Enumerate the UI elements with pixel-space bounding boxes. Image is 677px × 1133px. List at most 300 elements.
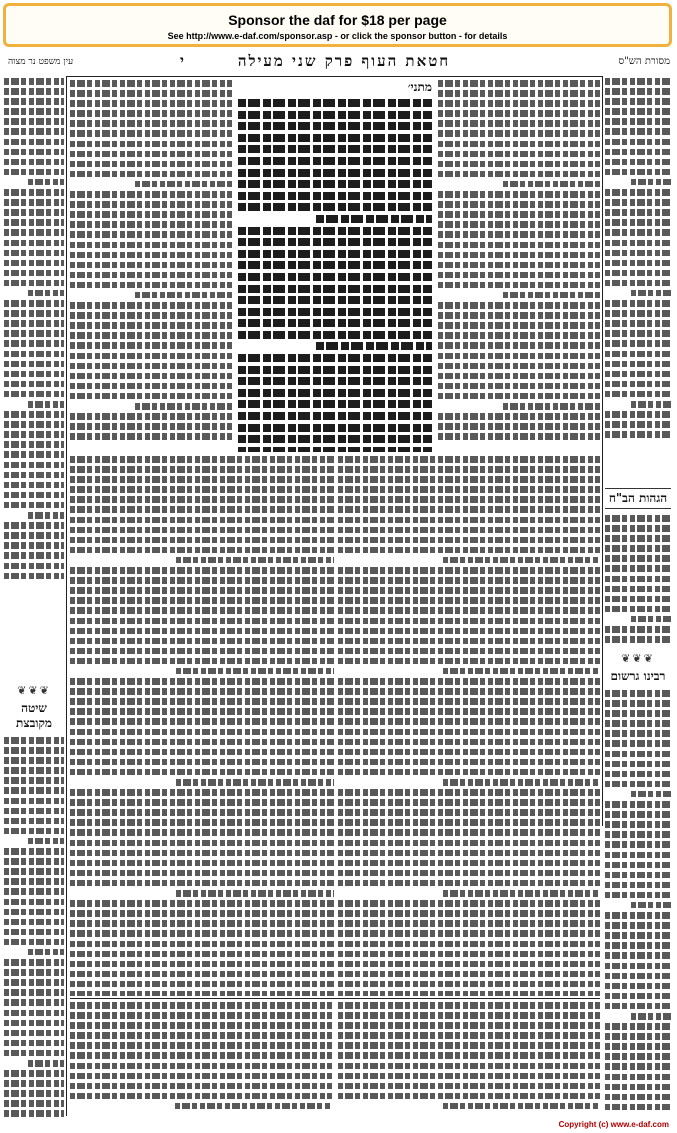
text-line bbox=[70, 302, 232, 309]
tosafot-column-top bbox=[70, 80, 232, 452]
text-line bbox=[4, 361, 64, 368]
text-line bbox=[28, 838, 64, 845]
text-line bbox=[438, 130, 600, 137]
text-line bbox=[443, 557, 600, 564]
text-line bbox=[4, 899, 64, 906]
text-line bbox=[605, 952, 671, 959]
text-line bbox=[4, 1050, 64, 1057]
mishnah-label: מתני׳ bbox=[407, 80, 432, 94]
text-line bbox=[70, 739, 334, 746]
text-line bbox=[605, 781, 671, 788]
text-line bbox=[605, 270, 671, 277]
text-line bbox=[238, 134, 432, 142]
text-line bbox=[338, 809, 600, 816]
text-line bbox=[238, 285, 432, 293]
text-line bbox=[438, 322, 600, 329]
text-line bbox=[70, 1093, 332, 1100]
text-line bbox=[503, 403, 600, 410]
text-line bbox=[4, 552, 64, 559]
text-line bbox=[605, 391, 671, 398]
text-line bbox=[605, 710, 671, 717]
text-line bbox=[4, 767, 64, 774]
text-line bbox=[4, 878, 64, 885]
text-line bbox=[4, 1010, 64, 1017]
text-line bbox=[338, 678, 600, 685]
text-line bbox=[70, 991, 334, 996]
text-line bbox=[28, 401, 64, 408]
text-line bbox=[70, 920, 334, 927]
text-line bbox=[4, 340, 64, 347]
text-line bbox=[605, 118, 671, 125]
text-line bbox=[70, 506, 334, 513]
text-line bbox=[70, 809, 334, 816]
text-line bbox=[70, 769, 334, 776]
text-line bbox=[70, 90, 232, 97]
text-line bbox=[631, 1013, 671, 1020]
text-line bbox=[238, 250, 432, 258]
text-line bbox=[338, 537, 600, 544]
text-line bbox=[338, 597, 600, 604]
text-line bbox=[238, 319, 432, 327]
text-line bbox=[605, 1033, 671, 1040]
text-line bbox=[338, 476, 600, 483]
text-line bbox=[438, 383, 600, 390]
rashi-column-top bbox=[438, 80, 600, 452]
text-line bbox=[70, 537, 334, 544]
text-line bbox=[438, 393, 600, 400]
text-line bbox=[4, 888, 64, 895]
text-line bbox=[438, 252, 600, 259]
text-line bbox=[338, 587, 600, 594]
text-line bbox=[438, 191, 600, 198]
text-line bbox=[176, 668, 334, 675]
sponsor-title: Sponsor the daf for $18 per page bbox=[228, 12, 447, 28]
text-line bbox=[438, 302, 600, 309]
text-line bbox=[338, 1032, 600, 1039]
text-line bbox=[4, 260, 64, 267]
text-line bbox=[4, 542, 64, 549]
text-line bbox=[605, 310, 671, 317]
text-line bbox=[605, 801, 671, 808]
text-line bbox=[438, 80, 600, 87]
text-line bbox=[338, 951, 600, 958]
text-line bbox=[631, 401, 671, 408]
text-line bbox=[4, 522, 64, 529]
text-line bbox=[605, 761, 671, 768]
text-line bbox=[4, 128, 64, 135]
text-line bbox=[70, 161, 232, 168]
text-line bbox=[338, 900, 600, 907]
text-line bbox=[438, 110, 600, 117]
text-line bbox=[238, 389, 432, 397]
text-line bbox=[631, 290, 671, 297]
bottom-rule bbox=[70, 998, 600, 999]
text-line bbox=[338, 759, 600, 766]
text-line bbox=[238, 145, 432, 153]
text-line bbox=[605, 515, 671, 522]
text-line bbox=[605, 606, 671, 613]
gemara-block bbox=[238, 80, 432, 452]
text-line bbox=[605, 740, 671, 747]
text-line bbox=[238, 412, 432, 420]
text-line bbox=[176, 779, 334, 786]
text-line bbox=[70, 597, 334, 604]
text-line bbox=[605, 381, 671, 388]
text-line bbox=[238, 180, 432, 188]
text-line bbox=[605, 1104, 671, 1111]
text-line bbox=[4, 462, 64, 469]
text-line bbox=[4, 88, 64, 95]
text-line bbox=[70, 1032, 332, 1039]
text-line bbox=[605, 280, 671, 287]
text-line bbox=[4, 1110, 64, 1117]
text-line bbox=[338, 718, 600, 725]
text-line bbox=[70, 242, 232, 249]
text-line bbox=[605, 596, 671, 603]
text-line bbox=[4, 818, 64, 825]
text-line bbox=[605, 320, 671, 327]
text-line bbox=[338, 870, 600, 877]
text-line bbox=[70, 383, 232, 390]
text-line bbox=[4, 421, 64, 428]
text-line bbox=[605, 882, 671, 889]
text-line bbox=[70, 353, 232, 360]
text-line bbox=[70, 130, 232, 137]
text-line bbox=[238, 296, 432, 304]
text-line bbox=[4, 989, 64, 996]
text-line bbox=[605, 219, 671, 226]
text-line bbox=[70, 819, 334, 826]
text-line bbox=[70, 749, 334, 756]
text-line bbox=[605, 361, 671, 368]
text-line bbox=[605, 912, 671, 919]
text-line bbox=[338, 840, 600, 847]
text-line bbox=[4, 1040, 64, 1047]
ornament: ❦❦❦ bbox=[17, 684, 51, 697]
top-rule bbox=[66, 76, 602, 77]
text-line bbox=[338, 486, 600, 493]
text-line bbox=[4, 868, 64, 875]
text-line bbox=[338, 1052, 600, 1059]
text-line bbox=[605, 586, 671, 593]
text-line bbox=[70, 628, 334, 635]
text-line bbox=[605, 421, 671, 428]
sponsor-banner[interactable] bbox=[3, 3, 672, 47]
text-line bbox=[605, 932, 671, 939]
text-line bbox=[338, 547, 600, 554]
text-line bbox=[4, 939, 64, 946]
text-line bbox=[338, 506, 600, 513]
text-line bbox=[4, 108, 64, 115]
text-line bbox=[438, 433, 600, 440]
text-line bbox=[4, 909, 64, 916]
text-line bbox=[605, 626, 671, 633]
text-line bbox=[438, 90, 600, 97]
text-line bbox=[4, 532, 64, 539]
text-line bbox=[4, 451, 64, 458]
text-line bbox=[605, 78, 671, 85]
text-line bbox=[135, 292, 232, 299]
text-line bbox=[70, 231, 232, 238]
text-line bbox=[4, 1020, 64, 1027]
text-line bbox=[4, 431, 64, 438]
text-line bbox=[605, 1023, 671, 1030]
text-line bbox=[338, 981, 600, 988]
text-line bbox=[338, 1042, 600, 1049]
text-line bbox=[70, 466, 334, 473]
text-line bbox=[70, 322, 232, 329]
text-line bbox=[176, 557, 334, 564]
text-line bbox=[438, 211, 600, 218]
text-line bbox=[70, 587, 334, 594]
text-line bbox=[605, 260, 671, 267]
text-line bbox=[238, 192, 432, 200]
text-line bbox=[443, 668, 600, 675]
text-line bbox=[70, 151, 232, 158]
text-line bbox=[4, 757, 64, 764]
text-line bbox=[4, 149, 64, 156]
text-line bbox=[70, 870, 334, 877]
text-line bbox=[605, 149, 671, 156]
text-line bbox=[4, 929, 64, 936]
text-line bbox=[438, 201, 600, 208]
text-line bbox=[338, 729, 600, 736]
text-line bbox=[438, 151, 600, 158]
text-line bbox=[70, 1052, 332, 1059]
text-line bbox=[605, 841, 671, 848]
text-line bbox=[443, 890, 600, 897]
text-line bbox=[70, 100, 232, 107]
text-line bbox=[338, 1073, 600, 1080]
text-line bbox=[70, 880, 334, 887]
text-line bbox=[70, 476, 334, 483]
text-line bbox=[338, 1093, 600, 1100]
text-line bbox=[338, 456, 600, 463]
text-line bbox=[4, 787, 64, 794]
text-line bbox=[605, 371, 671, 378]
page-header bbox=[4, 52, 674, 74]
text-line bbox=[4, 1090, 64, 1097]
text-line bbox=[338, 638, 600, 645]
text-line bbox=[605, 229, 671, 236]
text-line bbox=[238, 331, 432, 339]
text-line bbox=[70, 433, 232, 440]
text-line bbox=[605, 751, 671, 758]
text-line bbox=[70, 799, 334, 806]
text-line bbox=[70, 759, 334, 766]
text-line bbox=[70, 1063, 332, 1070]
text-line bbox=[135, 403, 232, 410]
text-line bbox=[338, 880, 600, 887]
text-line bbox=[338, 527, 600, 534]
text-line bbox=[70, 577, 334, 584]
text-line bbox=[605, 300, 671, 307]
left-margin-rule bbox=[66, 76, 67, 1116]
text-line bbox=[605, 1003, 671, 1010]
text-line bbox=[338, 1002, 600, 1009]
text-line bbox=[4, 229, 64, 236]
text-line bbox=[605, 169, 671, 176]
text-line bbox=[70, 698, 334, 705]
text-line bbox=[338, 517, 600, 524]
text-line bbox=[4, 777, 64, 784]
text-line bbox=[238, 354, 432, 362]
text-line bbox=[70, 527, 334, 534]
text-line bbox=[70, 840, 334, 847]
text-line bbox=[70, 393, 232, 400]
text-line bbox=[4, 828, 64, 835]
text-line bbox=[4, 139, 64, 146]
text-line bbox=[338, 920, 600, 927]
text-line bbox=[70, 941, 334, 948]
text-line bbox=[70, 252, 232, 259]
text-line bbox=[70, 607, 334, 614]
text-line bbox=[316, 342, 432, 350]
text-line bbox=[605, 139, 671, 146]
right-margin-rule bbox=[602, 76, 603, 826]
text-line bbox=[605, 98, 671, 105]
text-line bbox=[605, 240, 671, 247]
text-line bbox=[70, 272, 232, 279]
text-line bbox=[438, 413, 600, 420]
text-line bbox=[4, 118, 64, 125]
text-line bbox=[338, 829, 600, 836]
text-line bbox=[4, 411, 64, 418]
text-line bbox=[605, 730, 671, 737]
text-line bbox=[605, 88, 671, 95]
text-line bbox=[28, 290, 64, 297]
text-line bbox=[4, 969, 64, 976]
text-line bbox=[238, 111, 432, 119]
hagahot-habach-column bbox=[605, 484, 671, 644]
text-line bbox=[70, 971, 334, 978]
text-line bbox=[4, 280, 64, 287]
text-line bbox=[438, 161, 600, 168]
text-line bbox=[605, 690, 671, 697]
text-line bbox=[338, 850, 600, 857]
text-line bbox=[238, 169, 432, 177]
text-line bbox=[338, 860, 600, 867]
text-line bbox=[438, 282, 600, 289]
page-number: י bbox=[180, 52, 184, 70]
text-line bbox=[4, 858, 64, 865]
talmud-page bbox=[4, 52, 674, 1124]
text-line bbox=[438, 353, 600, 360]
text-line bbox=[605, 973, 671, 980]
text-line bbox=[503, 181, 600, 188]
text-line bbox=[605, 892, 671, 899]
text-line bbox=[338, 1063, 600, 1070]
text-line bbox=[338, 1022, 600, 1029]
text-line bbox=[28, 179, 64, 186]
text-line bbox=[338, 567, 600, 574]
text-line bbox=[338, 961, 600, 968]
text-line bbox=[4, 472, 64, 479]
text-line bbox=[438, 171, 600, 178]
text-line bbox=[70, 900, 334, 907]
text-line bbox=[605, 545, 671, 552]
text-line bbox=[605, 555, 671, 562]
text-line bbox=[605, 576, 671, 583]
text-line bbox=[438, 272, 600, 279]
text-line bbox=[70, 1022, 332, 1029]
text-line bbox=[605, 1084, 671, 1091]
text-line bbox=[4, 270, 64, 277]
text-line bbox=[438, 423, 600, 430]
text-line bbox=[605, 922, 671, 929]
text-line bbox=[70, 567, 334, 574]
text-line bbox=[4, 98, 64, 105]
text-line bbox=[338, 688, 600, 695]
text-line bbox=[4, 441, 64, 448]
text-line bbox=[238, 261, 432, 269]
text-line bbox=[605, 942, 671, 949]
text-line bbox=[4, 240, 64, 247]
text-line bbox=[631, 179, 671, 186]
text-line bbox=[70, 413, 232, 420]
text-line bbox=[28, 1060, 64, 1067]
text-line bbox=[70, 930, 334, 937]
text-line bbox=[338, 698, 600, 705]
text-line bbox=[438, 262, 600, 269]
text-line bbox=[338, 648, 600, 655]
hagahot-label: הגהות הב"ח bbox=[605, 488, 671, 509]
text-line bbox=[631, 616, 671, 623]
text-line bbox=[70, 342, 232, 349]
text-line bbox=[438, 141, 600, 148]
copyright-notice: Copyright (c) www.e-daf.com bbox=[558, 1120, 669, 1129]
text-line bbox=[238, 447, 432, 452]
text-line bbox=[338, 466, 600, 473]
text-line bbox=[70, 547, 334, 554]
text-line bbox=[605, 811, 671, 818]
text-line bbox=[70, 678, 334, 685]
text-line bbox=[605, 351, 671, 358]
text-line bbox=[70, 638, 334, 645]
text-line bbox=[605, 1053, 671, 1060]
text-line bbox=[238, 273, 432, 281]
text-line bbox=[605, 852, 671, 859]
text-line bbox=[605, 700, 671, 707]
text-line bbox=[4, 381, 64, 388]
text-line bbox=[4, 848, 64, 855]
text-line bbox=[605, 862, 671, 869]
text-line bbox=[438, 120, 600, 127]
text-line bbox=[605, 821, 671, 828]
text-line bbox=[70, 850, 334, 857]
text-line bbox=[4, 159, 64, 166]
text-line bbox=[70, 363, 232, 370]
text-line bbox=[605, 720, 671, 727]
text-line bbox=[605, 431, 671, 438]
text-line bbox=[316, 215, 432, 223]
text-line bbox=[4, 219, 64, 226]
text-line bbox=[238, 238, 432, 246]
shita-mekubetzet-column bbox=[4, 682, 64, 1122]
text-line bbox=[605, 963, 671, 970]
text-line bbox=[28, 949, 64, 956]
text-line bbox=[70, 829, 334, 836]
text-line bbox=[70, 120, 232, 127]
text-line bbox=[70, 141, 232, 148]
text-line bbox=[605, 872, 671, 879]
text-line bbox=[605, 993, 671, 1000]
text-line bbox=[631, 902, 671, 909]
text-line bbox=[605, 340, 671, 347]
text-line bbox=[605, 983, 671, 990]
text-line bbox=[338, 799, 600, 806]
text-line bbox=[338, 769, 600, 776]
